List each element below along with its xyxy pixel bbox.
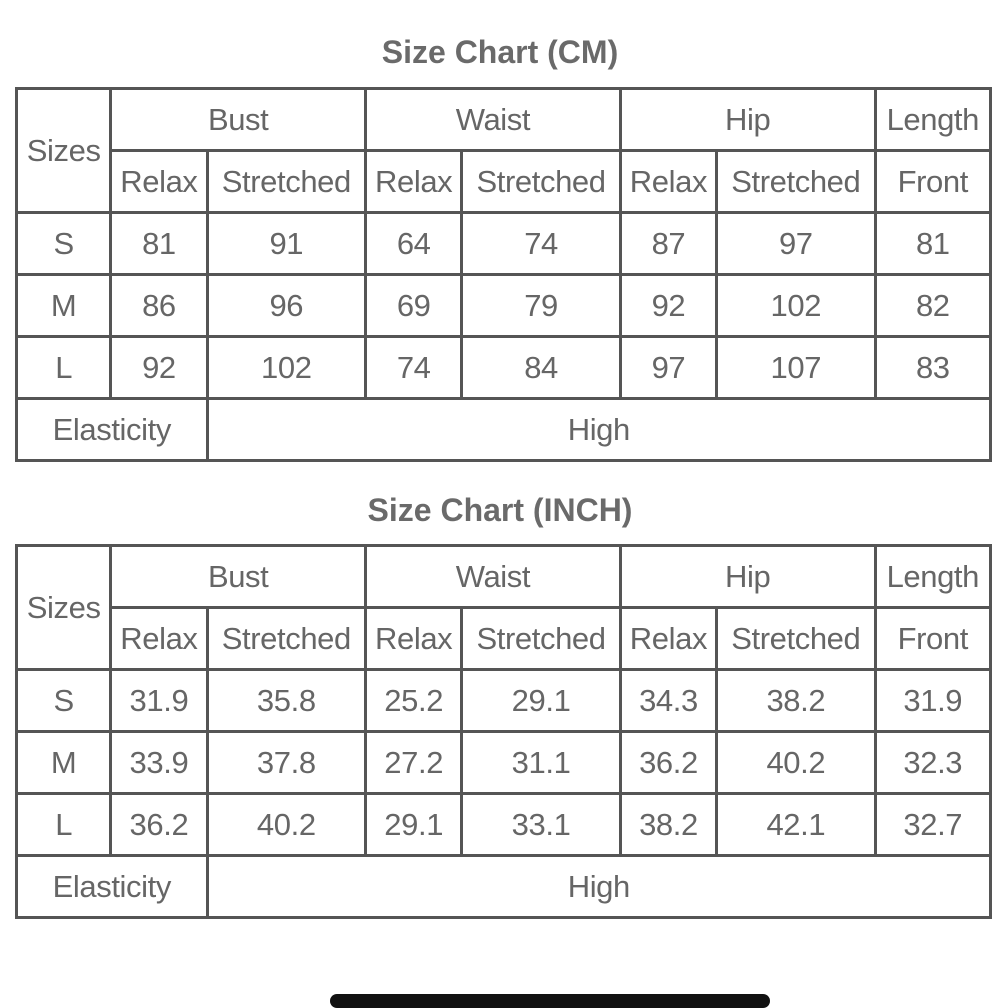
elasticity-label: Elasticity (17, 399, 208, 461)
table-cell: 36.2 (111, 794, 207, 856)
hip-relax-header: Relax (620, 151, 716, 213)
size-chart-cm-title: Size Chart (CM) (381, 34, 619, 70)
hip-stretched-header: Stretched (717, 151, 875, 213)
table-cell: 84 (462, 337, 620, 399)
table-cell: 79 (462, 275, 620, 337)
table-cell: 31.9 (875, 670, 990, 732)
table-cell: 38.2 (620, 794, 716, 856)
size-label: L (17, 337, 111, 399)
waist-stretched-header: Stretched (462, 151, 620, 213)
length-front-header: Front (875, 151, 990, 213)
table-cell: 69 (366, 275, 462, 337)
table-cell: 64 (366, 213, 462, 275)
table-cell: 107 (717, 337, 875, 399)
table-cell: 35.8 (207, 670, 365, 732)
table-cell: 74 (462, 213, 620, 275)
waist-relax-header: Relax (366, 608, 462, 670)
table-cell: 102 (717, 275, 875, 337)
bust-stretched-header: Stretched (207, 608, 365, 670)
table-cell: 36.2 (620, 732, 716, 794)
table-cell: 37.8 (207, 732, 365, 794)
table-cell: 27.2 (366, 732, 462, 794)
table-cell: 34.3 (620, 670, 716, 732)
bust-relax-header: Relax (111, 608, 207, 670)
table-cell: 81 (875, 213, 990, 275)
home-indicator-bar (330, 994, 770, 1008)
group-header-row (17, 546, 991, 608)
table-cell: 40.2 (717, 732, 875, 794)
hip-header: Hip (620, 89, 875, 151)
sub-header-row (17, 608, 991, 670)
size-label: S (17, 670, 111, 732)
length-header: Length (875, 546, 990, 608)
waist-header: Waist (366, 89, 621, 151)
table-cell: 31.9 (111, 670, 207, 732)
elasticity-value: High (207, 399, 990, 461)
table-cell: 25.2 (366, 670, 462, 732)
hip-relax-header: Relax (620, 608, 716, 670)
elasticity-label: Elasticity (17, 856, 208, 918)
group-header-row (17, 89, 991, 151)
bust-stretched-header: Stretched (207, 151, 365, 213)
table-cell: 32.7 (875, 794, 990, 856)
table-cell: 92 (111, 337, 207, 399)
table-cell: 38.2 (717, 670, 875, 732)
table-row (17, 732, 991, 794)
sub-header-row (17, 151, 991, 213)
size-label: M (17, 732, 111, 794)
size-chart-inch-title: Size Chart (INCH) (367, 492, 633, 528)
bust-relax-header: Relax (111, 151, 207, 213)
table-cell: 97 (717, 213, 875, 275)
table-cell: 29.1 (366, 794, 462, 856)
waist-header: Waist (366, 546, 621, 608)
sizes-header: Sizes (17, 546, 111, 670)
size-label: L (17, 794, 111, 856)
table-cell: 74 (366, 337, 462, 399)
table-cell: 29.1 (462, 670, 620, 732)
size-label: S (17, 213, 111, 275)
table-cell: 87 (620, 213, 716, 275)
length-header: Length (875, 89, 990, 151)
table-cell: 83 (875, 337, 990, 399)
size-label: M (17, 275, 111, 337)
bust-header: Bust (111, 89, 366, 151)
table-row (17, 213, 991, 275)
waist-stretched-header: Stretched (462, 608, 620, 670)
table-cell: 102 (207, 337, 365, 399)
size-chart-cm-table (15, 87, 992, 462)
elasticity-row (17, 856, 991, 918)
table-cell: 40.2 (207, 794, 365, 856)
elasticity-value: High (207, 856, 990, 918)
table-cell: 81 (111, 213, 207, 275)
table-cell: 82 (875, 275, 990, 337)
table-cell: 92 (620, 275, 716, 337)
table-cell: 86 (111, 275, 207, 337)
table-cell: 33.9 (111, 732, 207, 794)
table-cell: 33.1 (462, 794, 620, 856)
table-row (17, 275, 991, 337)
table-cell: 32.3 (875, 732, 990, 794)
elasticity-row (17, 399, 991, 461)
bust-header: Bust (111, 546, 366, 608)
hip-header: Hip (620, 546, 875, 608)
table-cell: 91 (207, 213, 365, 275)
hip-stretched-header: Stretched (717, 608, 875, 670)
table-row (17, 337, 991, 399)
table-cell: 97 (620, 337, 716, 399)
table-row (17, 670, 991, 732)
waist-relax-header: Relax (366, 151, 462, 213)
table-cell: 42.1 (717, 794, 875, 856)
size-chart-inch-table (15, 544, 992, 919)
table-cell: 31.1 (462, 732, 620, 794)
length-front-header: Front (875, 608, 990, 670)
table-row (17, 794, 991, 856)
sizes-header: Sizes (17, 89, 111, 213)
table-cell: 96 (207, 275, 365, 337)
